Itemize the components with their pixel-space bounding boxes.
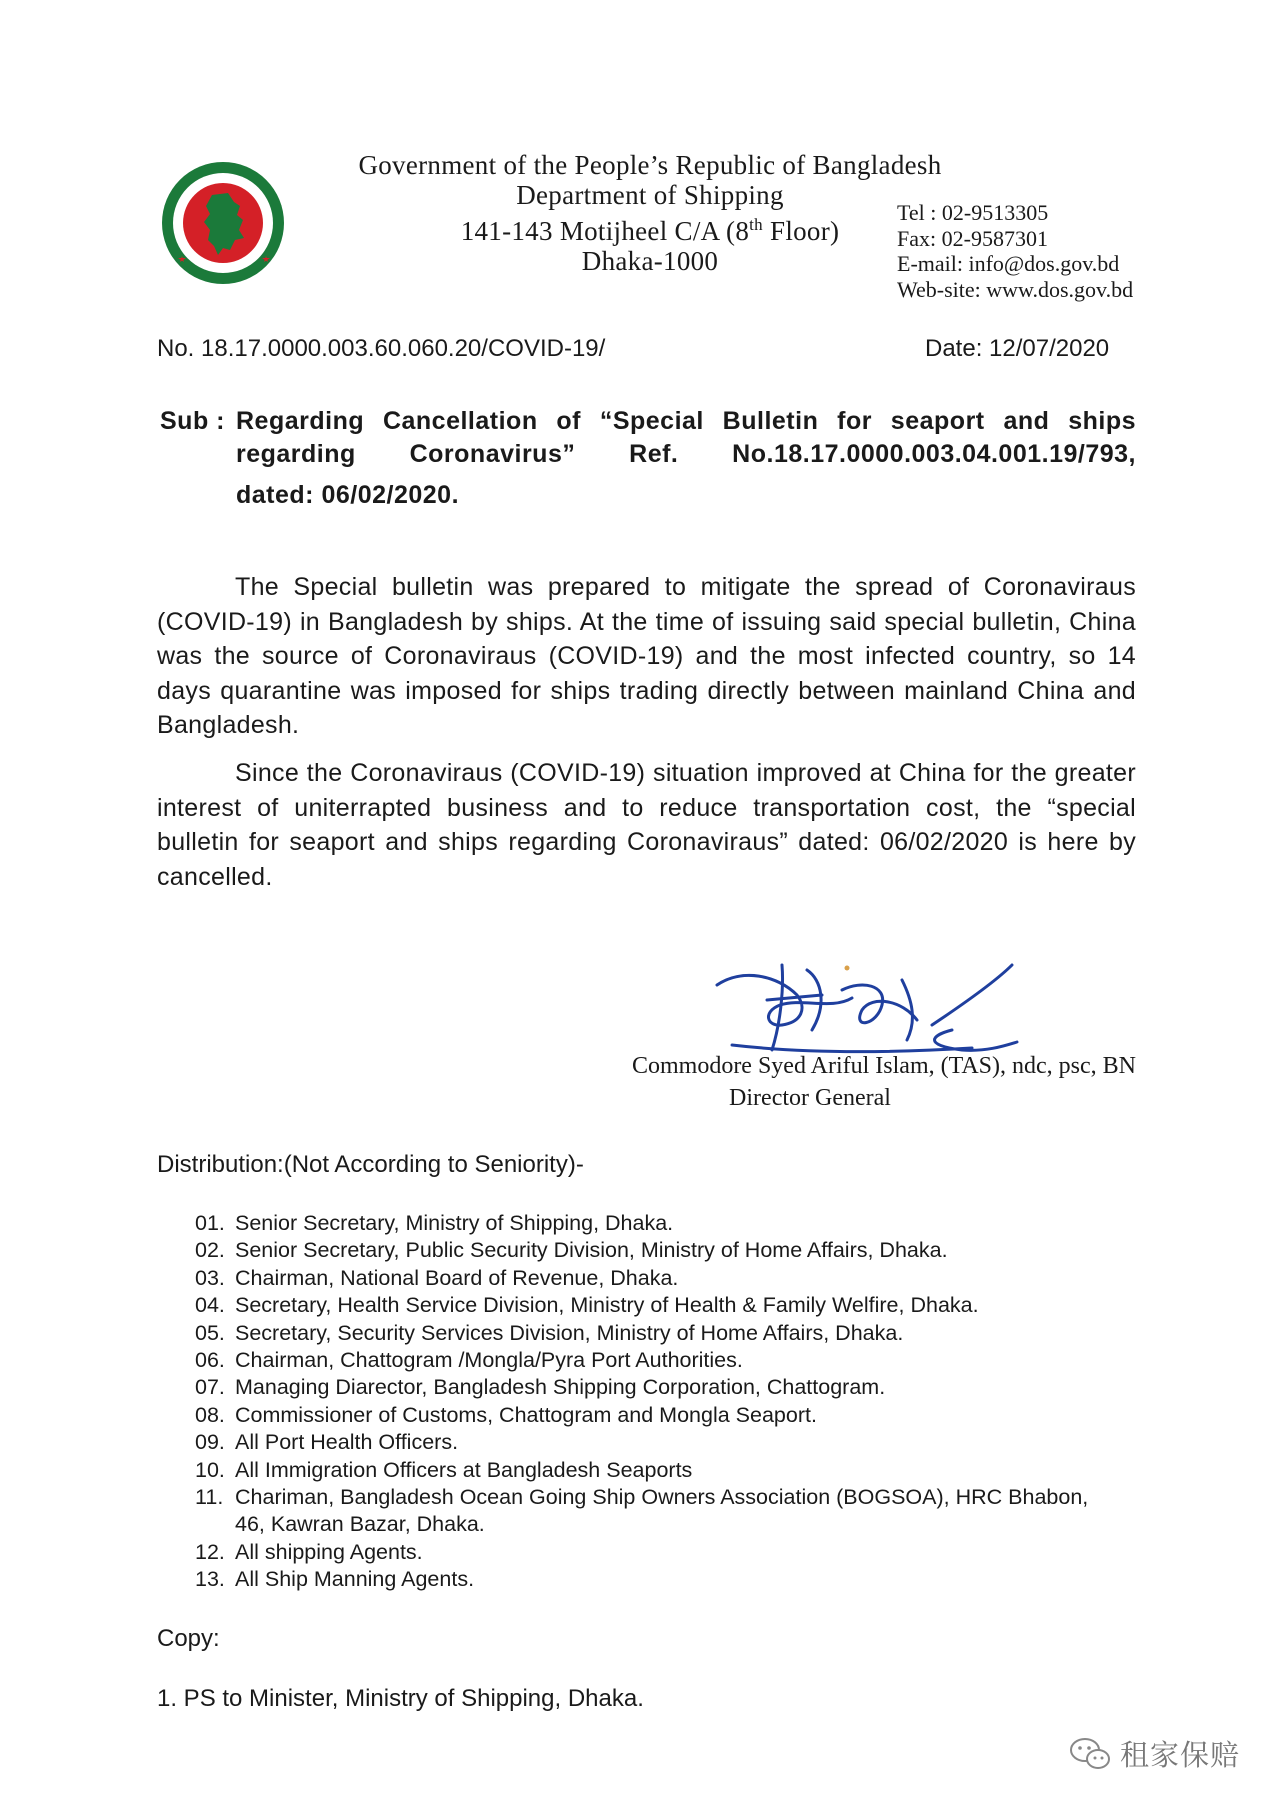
letterhead-address [300, 210, 1000, 246]
address-superscript: th [749, 215, 763, 234]
signer-title: Director General [729, 1085, 891, 1111]
contact-block [897, 200, 1133, 302]
item-number: 05. [195, 1320, 225, 1345]
body-paragraph-2 [157, 756, 1136, 894]
item-number: 04. [195, 1293, 225, 1318]
list-item [195, 1265, 1115, 1292]
item-text: Senior Secretary, Ministry of Shipping, Dhaka. [235, 1211, 674, 1235]
list-item [195, 1402, 1115, 1429]
item-text: Commissioner of Customs, Chattogram and Mongla Seaport. [235, 1402, 817, 1427]
item-number: 03. [195, 1265, 225, 1290]
item-text: All Immigration Officers at Bangladesh Seaports [235, 1457, 693, 1482]
subject-row-1 [160, 405, 1136, 438]
reference-date: Date: 12/07/2020 [925, 335, 1110, 362]
list-item [195, 1374, 1115, 1401]
watermark [1068, 1733, 1240, 1774]
item-number: 09. [195, 1430, 225, 1455]
subject-line-3: dated: 06/02/2020. [236, 481, 460, 509]
item-number: 01. [195, 1211, 225, 1235]
letterhead-government: Government of the People’s Republic of Bangladesh [358, 150, 942, 180]
paragraph-text: Since the Coronaviraus (COVID-19) situation improved at China for the greater interest of uniterrapted business and to reduce transportation cost, the “special bulletin for seaport and ships regarding Coronaviraus” dated: 06/02/2020 is here by cancelled. [157, 759, 1136, 891]
reference-number: No. 18.17.0000.003.60.060.20/COVID-19/ [157, 335, 606, 362]
list-item [195, 1539, 1115, 1566]
item-number: 02. [195, 1238, 225, 1263]
item-text: Managing Diarector, Bangladesh Shipping Corporation, Chattogram. [235, 1375, 886, 1400]
item-text: Chairman, National Board of Revenue, Dhaka. [235, 1265, 679, 1290]
item-text: All shipping Agents. [235, 1539, 423, 1564]
item-text: Secretary, Security Services Division, Ministry of Home Affairs, Dhaka. [235, 1320, 904, 1345]
contact-fax: Fax: 02-9587301 [897, 225, 1048, 251]
item-text: Secretary, Health Service Division, Ministry of Health & Family Welfire, Dhaka. [235, 1293, 979, 1318]
list-item [195, 1484, 1115, 1539]
subject-lead: Sub : [160, 407, 225, 435]
item-number: 13. [195, 1567, 225, 1592]
signer-name: Commodore Syed Ariful Islam, (TAS), ndc, psc, BN [631, 1053, 1136, 1079]
item-text: Senior Secretary, Public Security Division, Ministry of Home Affairs, Dhaka. [235, 1238, 948, 1263]
contact-tel: Tel : 02-9513305 [897, 200, 1049, 225]
item-number: 12. [195, 1539, 225, 1564]
subject-row-2 [160, 438, 1136, 471]
handwritten-signature [712, 950, 1032, 1060]
address-prefix: 141-143 Motijheel C/A (8 [460, 216, 750, 246]
signer-block [480, 1050, 1136, 1114]
letterhead [300, 150, 1000, 276]
list-item [195, 1237, 1115, 1264]
subject-block [160, 405, 1136, 512]
item-text: All Ship Manning Agents. [235, 1567, 475, 1592]
subject-line-2: regarding Coronavirus” Ref. No.18.17.0000.003.04.001.19/793, [236, 440, 1136, 468]
item-number: 11. [195, 1485, 224, 1510]
copy-item: 1. PS to Minister, Ministry of Shipping, Dhaka. [157, 1685, 644, 1712]
item-number: 06. [195, 1348, 225, 1373]
list-item [195, 1210, 1115, 1237]
watermark-text: 租家保赔 [1120, 1740, 1241, 1772]
item-text: Chairman, Chattogram /Mongla/Pyra Port Authorities. [235, 1348, 743, 1373]
item-text: All Port Health Officers. [235, 1430, 459, 1455]
wechat-icon [1068, 1736, 1112, 1772]
contact-email: E-mail: info@dos.gov.bd [897, 251, 1120, 276]
distribution-heading: Distribution:(Not According to Seniority)- [157, 1151, 584, 1178]
item-number: 07. [195, 1375, 225, 1400]
item-text: Chariman, Bangladesh Ocean Going Ship Owners Association (BOGSOA), HRC Bhabon, 46, Kawran Bazar, Dhaka. [235, 1485, 1089, 1537]
paragraph-text: The Special bulletin was prepared to mitigate the spread of Coronaviraus (COVID-19) in Bangladesh by ships. At the time of issuing said special bulletin, China was the source of Coronaviraus (COVID-19) and the most infected country, so 14 days quarantine was imposed for ships trading directly between mainland China and Bangladesh. [157, 573, 1136, 739]
item-number: 08. [195, 1402, 225, 1427]
list-item [195, 1292, 1115, 1319]
letterhead-city: Dhaka-1000 [581, 246, 719, 276]
contact-website: Web-site: www.dos.gov.bd [897, 276, 1134, 302]
government-seal [160, 160, 286, 286]
list-item [195, 1320, 1115, 1347]
subject-line-1: Regarding Cancellation of “Special Bulletin for seaport and ships [236, 407, 1136, 435]
list-item [195, 1429, 1115, 1456]
list-item [195, 1566, 1115, 1593]
body-paragraph-1 [157, 570, 1136, 743]
letterhead-department: Department of Shipping [516, 180, 784, 210]
list-item [195, 1457, 1115, 1484]
list-item [195, 1347, 1115, 1374]
distribution-list [195, 1210, 1115, 1594]
address-suffix: Floor) [762, 216, 840, 246]
copy-heading: Copy: [157, 1625, 220, 1652]
item-number: 10. [195, 1457, 225, 1482]
